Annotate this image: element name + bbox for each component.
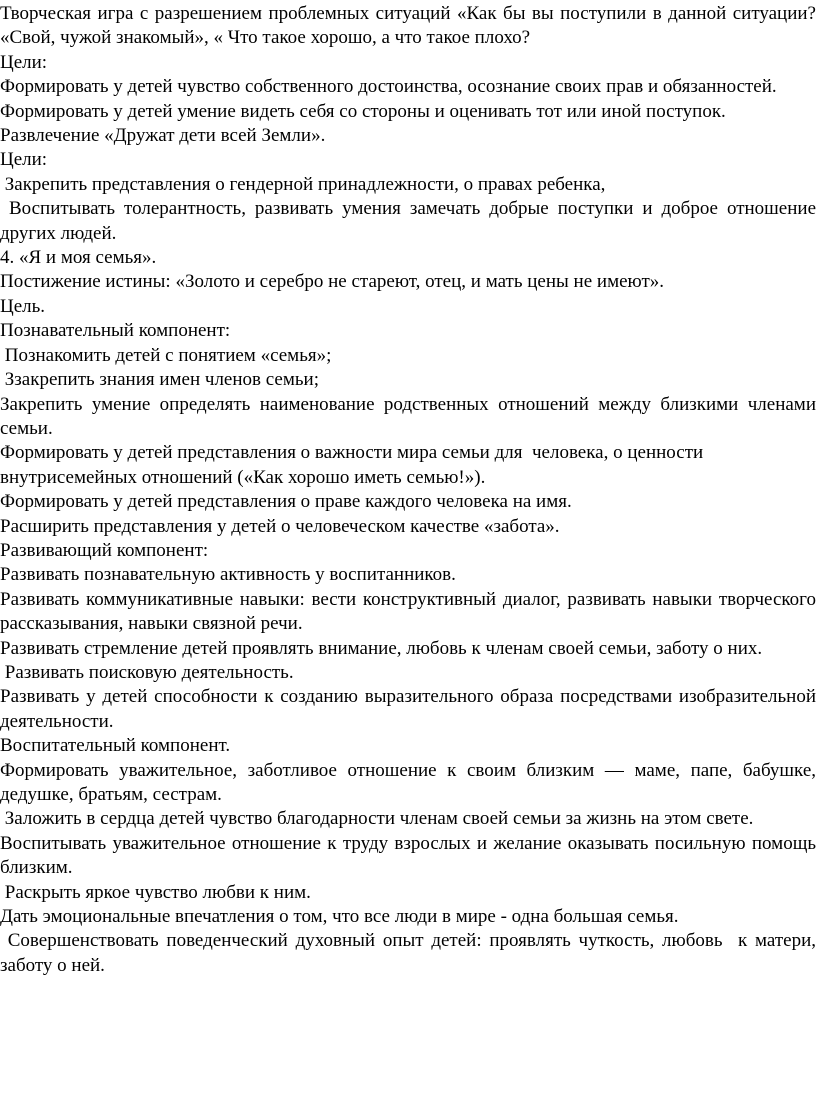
paragraph: Познакомить детей с понятием «семья»; bbox=[0, 344, 332, 366]
paragraph: Формировать у детей чувство собственного достоинства, осознание своих прав и обязанностей. bbox=[0, 76, 777, 98]
paragraph: Раскрыть яркое чувство любви к ним. bbox=[0, 881, 311, 903]
paragraph: Развивать у детей способности к созданию выразительного образа посредствами изобразительной деятельности. bbox=[0, 686, 816, 732]
document-body bbox=[0, 2, 816, 978]
paragraph: 4. «Я и моя семья». bbox=[0, 247, 157, 269]
paragraph: Познавательный компонент: bbox=[0, 320, 231, 342]
paragraph: Творческая игра с разрешением проблемных ситуаций «Как бы вы поступили в данной ситуации? «Свой, чужой знакомый», « Что такое хорошо, а что такое плохо? bbox=[0, 3, 816, 49]
paragraph: Цели: bbox=[0, 149, 48, 171]
paragraph: Закрепить представления о гендерной принадлежности, о правах ребенка, bbox=[0, 173, 606, 195]
paragraph: Развивающий компонент: bbox=[0, 539, 209, 561]
paragraph: Цели: bbox=[0, 51, 48, 73]
paragraph: Цель. bbox=[0, 295, 46, 317]
paragraph: Развивать познавательную активность у воспитанников. bbox=[0, 564, 456, 586]
paragraph: Совершенствовать поведенческий духовный опыт детей: проявлять чуткость, любовь к матери, заботу о ней. bbox=[0, 930, 816, 976]
paragraph: Развивать поисковую деятельность. bbox=[0, 661, 294, 683]
paragraph: Воспитательный компонент. bbox=[0, 735, 231, 757]
paragraph: Развлечение «Дружат дети всей Земли». bbox=[0, 125, 326, 147]
paragraph: Формировать у детей представления о важности мира семьи для человека, о ценности внутрисемейных отношений («Как хорошо иметь семью!»). bbox=[0, 442, 708, 488]
paragraph: Расширить представления у детей о человеческом качестве «забота». bbox=[0, 515, 560, 537]
paragraph: Воспитывать уважительное отношение к труду взрослых и желание оказывать посильную помощь близким. bbox=[0, 832, 816, 879]
paragraph: Ззакрепить знания имен членов семьи; bbox=[0, 369, 319, 391]
paragraph: Закрепить умение определять наименование родственных отношений между близкими членами семьи. bbox=[0, 393, 816, 439]
paragraph: Дать эмоциональные впечатления о том, что все люди в мире - одна большая семья. bbox=[0, 906, 679, 928]
paragraph: Развивать коммуникативные навыки: вести конструктивный диалог, развивать навыки творческого рассказывания, навыки связной речи. bbox=[0, 588, 816, 635]
paragraph: Постижение истины: «Золото и серебро не стареют, отец, и мать цены не имеют». bbox=[0, 271, 665, 293]
paragraph: Развивать стремление детей проявлять внимание, любовь к членам своей семьи, заботу о них. bbox=[0, 637, 763, 659]
paragraph: Формировать у детей умение видеть себя со стороны и оценивать тот или иной поступок. bbox=[0, 100, 726, 122]
paragraph: Воспитывать толерантность, развивать умения замечать добрые поступки и доброе отношение других людей. bbox=[0, 198, 816, 244]
paragraph: Формировать у детей представления о праве каждого человека на имя. bbox=[0, 491, 572, 513]
paragraph: Формировать уважительное, заботливое отношение к своим близким — маме, папе, бабушке, дедушке, братьям, сестрам. bbox=[0, 759, 816, 805]
paragraph: Заложить в сердца детей чувство благодарности членам своей семьи за жизнь на этом свете. bbox=[0, 808, 754, 830]
